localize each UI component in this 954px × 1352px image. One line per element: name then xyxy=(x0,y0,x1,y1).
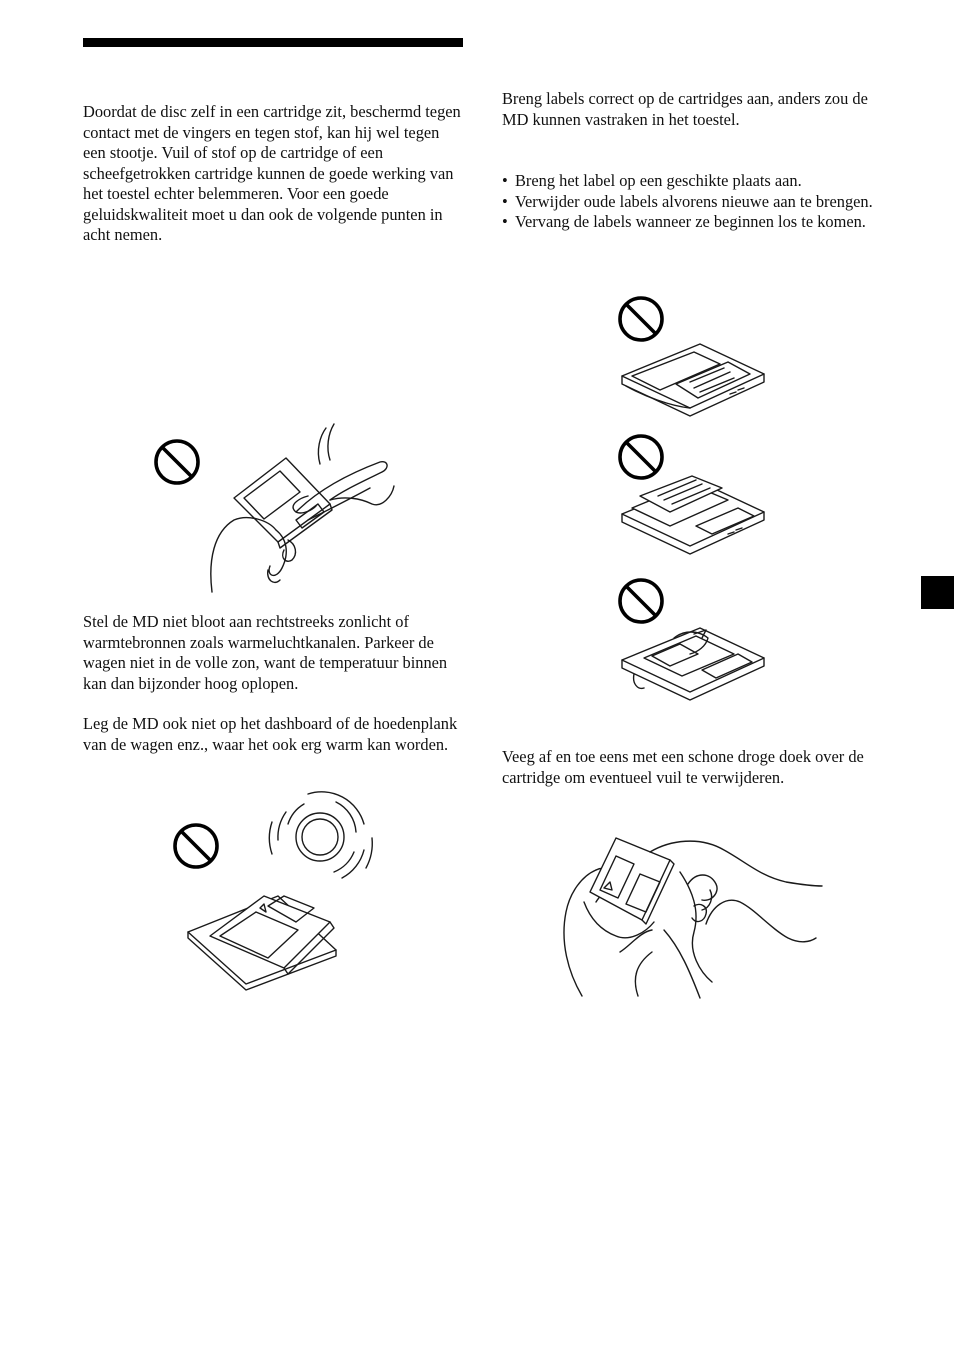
intro-paragraph: Doordat de disc zelf in een cartridge zit, beschermd tegen contact met de vingers en tegen stof, kan hij wel tegen een stootje. Vuil of stof op de cartridge of een scheefgetrokken cartridge kunnen de goede werking van het toestel echter belemmeren. Voor een goede geluidskwaliteit moet u dan ook de volgende punten in acht nemen. xyxy=(83,102,461,244)
list-item: • Verwijder oude labels alvorens nieuwe aan te brengen. xyxy=(502,192,894,213)
cloth-illustration xyxy=(650,841,822,998)
minidisc-cartridge-illustration xyxy=(188,896,336,990)
label-misplaced-figure-1 xyxy=(610,292,770,414)
minidisc-cartridge-illustration xyxy=(622,344,764,416)
list-item: • Vervang de labels wanneer ze beginnen los te komen. xyxy=(502,212,894,233)
label-peeling-figure xyxy=(610,574,770,704)
heat-warning-paragraph-2: Leg de MD ook niet op het dashboard of de hoedenplank van de wagen enz., waar het ook erg warm kan worden. xyxy=(83,714,458,754)
minidisc-cartridge-illustration xyxy=(622,628,764,700)
label-misplaced-figure-2 xyxy=(610,430,770,558)
cleaning-paragraph: Veeg af en toe eens met een schone droge doek over de cartridge om eventueel vuil te verwijderen. xyxy=(502,747,864,787)
minidisc-cartridge-illustration xyxy=(234,458,332,548)
header-rule xyxy=(83,38,463,47)
touch-shutter-figure xyxy=(148,420,408,595)
list-item: • Breng het label op een geschikte plaats aan. xyxy=(502,171,894,192)
labels-bullet-list xyxy=(502,171,894,233)
minidisc-cartridge-illustration xyxy=(590,838,674,924)
prohibited-icon xyxy=(175,825,217,867)
prohibited-icon xyxy=(620,580,662,622)
prohibited-icon xyxy=(620,298,662,340)
labels-intro-paragraph: Breng labels correct op de cartridges aan, anders zou de MD kunnen vastraken in het toestel. xyxy=(502,89,868,129)
minidisc-cartridge-illustration xyxy=(622,476,764,554)
sun-heat-figure xyxy=(168,792,388,988)
prohibited-icon xyxy=(156,441,198,483)
section-tab-marker xyxy=(921,576,954,609)
cleaning-figure xyxy=(560,832,825,1000)
prohibited-icon xyxy=(620,436,662,478)
heat-warning-paragraph-1: Stel de MD niet bloot aan rechtstreeks zonlicht of warmtebronnen zoals warmeluchtkanalen. Parkeer de wagen niet in de volle zon, want de temperatuur binnen kan dan bijzonder hoog oplopen. xyxy=(83,612,448,693)
sun-icon xyxy=(269,792,372,878)
